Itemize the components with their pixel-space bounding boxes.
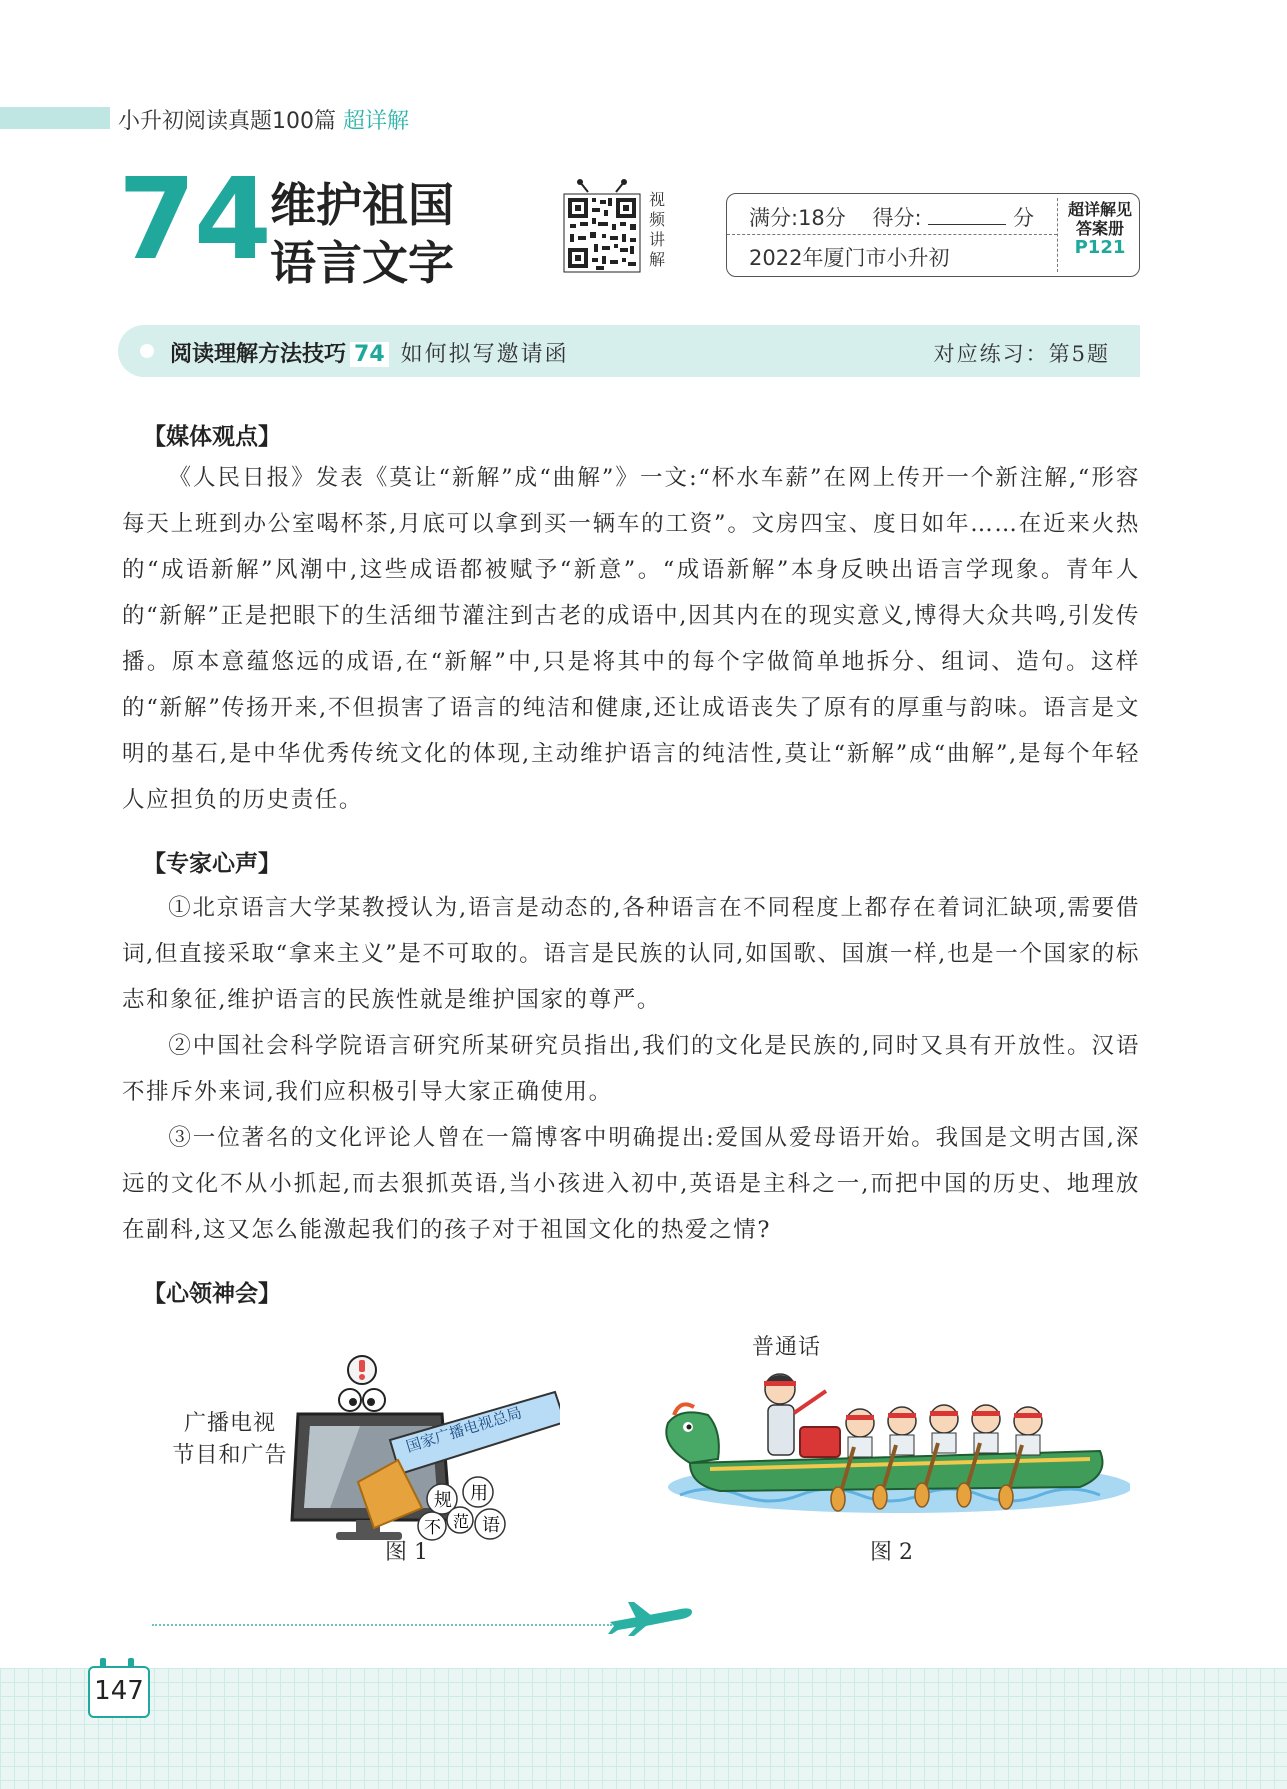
dotted-divider [152,1624,612,1626]
method-banner [118,325,1140,377]
score-box [726,193,1140,277]
expert-text-1: ①北京语言大学某教授认为,语言是动态的,各种语言在不同程度上都存在着词汇缺项,需要借词,但直接采取“拿来主义”是不可取的。语言是民族的认同,如国歌、国旗一样,也是一个国家的标志和象征,维护语言的民族性就是维护国家的尊严。 [122,895,1140,1013]
fig2-label: 普通话 [752,1335,822,1360]
score-vertical-divider [1057,198,1058,272]
header-accent-bar [0,107,110,129]
fig1-word-1: 规 [434,1490,452,1511]
score-divider [727,234,1057,235]
full-score: 满分:18分 [749,206,846,230]
fig1-broom-label: 国家广播电视总局 [403,1403,524,1456]
book-title-accent: 超详解 [343,109,410,134]
answer-reference [1061,200,1139,257]
fig1-word-4: 范 [453,1512,470,1531]
fig2-dragon-boat-cartoon [650,1355,1130,1520]
score-unit: 分 [1012,206,1034,230]
rowers [846,1405,1042,1457]
qr-video-label: 视频讲解 [648,190,665,269]
airplane-icon [606,1596,696,1636]
section-title-insight: 【心领神会】 [143,1281,281,1307]
expert-text-3: ③一位著名的文化评论人曾在一篇博客中明确提出:爱国从爱母语开始。我国是文明古国,深远的文化不从小抓起,而去狠抓英语,当小孩进入初中,英语是主科之一,而把中国的历史、地理放在副科,这又怎么能激起我们的孩子对于祖国文化的热爱之情? [122,1125,1140,1243]
expert-paragraph-3 [122,1115,1140,1253]
fig1-word-2: 用 [470,1483,488,1504]
section-title-media: 【媒体观点】 [143,424,281,450]
fig1-word-3: 不 [424,1518,441,1538]
expert-text-2: ②中国社会科学院语言研究所某研究员指出,我们的文化是民族的,同时又具有开放性。汉语不排斥外来词,我们应积极引导大家正确使用。 [122,1033,1140,1105]
method-label-text: 阅读理解方法技巧 [170,342,347,367]
score-line [749,202,1034,232]
answer-page: P121 [1074,237,1126,258]
footer-grid-band [0,1668,1287,1789]
section-title-expert: 【专家心声】 [143,851,281,877]
lesson-title-line1: 维护祖国 [270,178,454,232]
exam-source: 2022年厦门市小升初 [749,246,950,270]
score-blank-field[interactable] [928,206,1006,225]
method-topic: 如何拟写邀请函 [400,342,569,367]
fig1-title: 图 1 [385,1540,428,1565]
answer-note-2: 答案册 [1075,219,1124,238]
book-title: 小升初阅读真题100篇 [118,109,336,134]
media-text: 《人民日报》发表《莫让“新解”成“曲解”》一文:“杯水车薪”在网上传开一个新注解,“形容每天上班到办公室喝杯茶,月底可以拿到买一辆车的工资”。文房四宝、度日如年……在近来火热的“成语新解”风潮中,这些成语都被赋予“新意”。“成语新解”本身反映出语言学现象。青年人的“新解”正是把眼下的生活细节灌注到古老的成语中,因其内在的现实意义,博得大众共鸣,引发传播。原本意蕴悠远的成语,在“新解”中,只是将其中的每个字做简单地拆分、组词、造句。这样的“新解”传扬开来,不但损害了语言的纯洁和健康,还让成语丧失了原有的厚重与韵味。语言是文明的基石,是中华优秀传统文化的体现,主动维护语言的纯洁性,莫让“新解”成“曲解”,是每个年轻人应担负的历史责任。 [122,465,1140,813]
lesson-number: 74 [118,155,270,285]
practice-reference: 对应练习：第5题 [933,342,1110,366]
qr-code-icon[interactable] [562,178,642,274]
score-label: 得分: [872,206,922,230]
method-label [170,337,569,368]
fig1-caption-line1: 广播电视 [183,1411,276,1436]
book-header [118,104,409,135]
fig1-caption-line2: 节目和广告 [172,1443,288,1468]
page-number: 147 [88,1666,150,1718]
expert-paragraph-2 [122,1023,1140,1115]
media-paragraph [122,455,1140,823]
fig1-tv-cartoon [160,1352,560,1542]
method-number: 74 [350,342,389,367]
answer-note-1: 超详解见 [1067,200,1132,219]
lesson-title-line2: 语言文字 [270,236,454,290]
fig1-word-5: 语 [482,1515,500,1536]
bullet-dot-icon [140,344,154,358]
expert-paragraph-1 [122,885,1140,1023]
fig2-title: 图 2 [870,1540,913,1565]
